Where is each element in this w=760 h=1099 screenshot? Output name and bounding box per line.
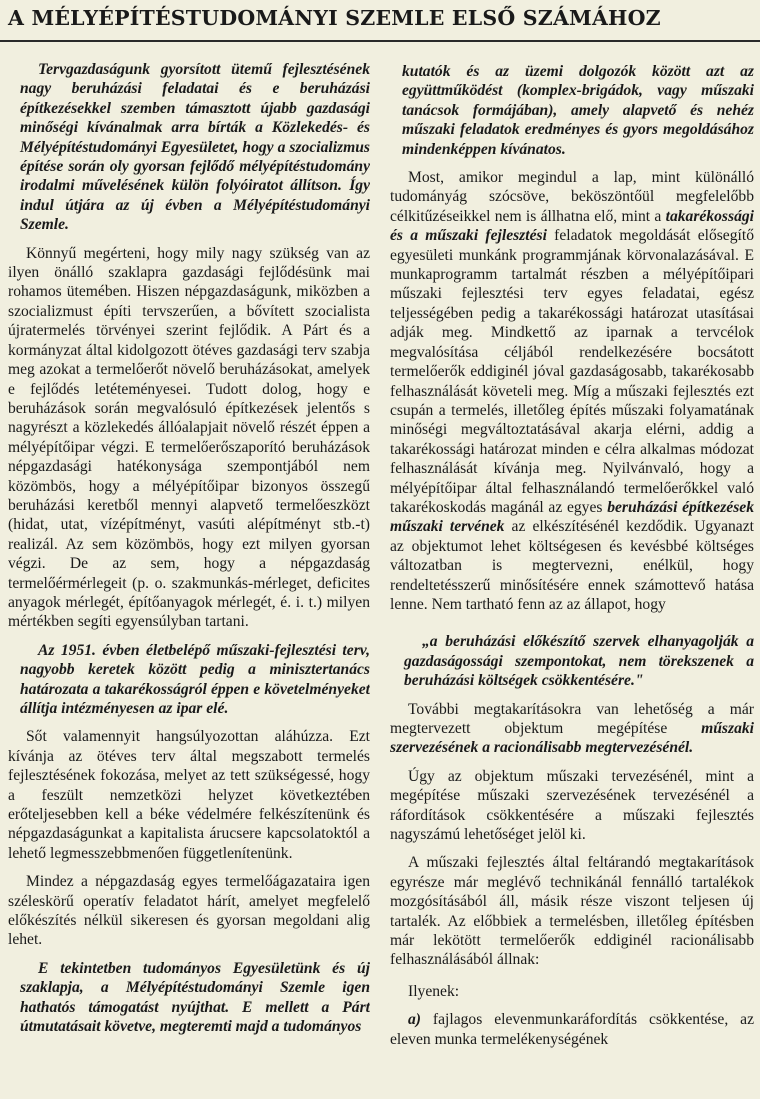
text-span: További megtakarításokra van lehetőség a már megtervezett objektum megépítése xyxy=(390,700,754,737)
body-paragraph xyxy=(390,700,754,758)
list-marker: a) xyxy=(408,1011,421,1029)
body-paragraph: A műszaki fejlesztés által feltárandó megtakarítások egyrésze már meglévő technikánál fennálló tartalékok mozgósításából áll, másik része viszont teljesen új tartalék. Az előbbiek a termelésben, illetőleg építésben már lekötött termelőerők eddiginél racionálisabb felhasználásából állnak: xyxy=(390,854,754,969)
left-column xyxy=(8,60,370,1097)
emphasis-span: műszaki szervezésének a racionálisabb megtervezésénél. xyxy=(390,720,754,757)
body-paragraph xyxy=(390,168,754,614)
emphasis-paragraph: kutatók és az üzemi dolgozók között azt az együttműködést (komplex-brigádok, vagy műszaki tanácsok formájában), amely alapvető és nehéz műszaki feladatok eredményes és gyors megoldásához mindenképpen kívánatos. xyxy=(402,63,754,158)
text-span: Most, amikor megindul a lap, mint különálló tudományág szócsöve, beköszöntőül megfelelőbb célkitűzéseikkel nem is állhatna elő, mint a xyxy=(390,169,754,225)
intro-paragraph: Tervgazdaságunk gyorsított ütemű fejlesztésének nagy beruházási feladatai és e beruházási építkezésekkel szemben támasztott újabb gazdasági minőségi kívánalmak arra bírták a Közlekedés- és Mélyépítéstudományi Egyesületet, hogy a szocializmus építése során oly gyorsan fejlődő mélyépítéstudomány irodalmi művelésének külön folyóiratot állítson. Így indul útjára az új évben a Mélyépítéstudományi Szemle. xyxy=(20,61,370,234)
text-span: az elkészítésénél kezdődik. Ugyanazt az objektumot lehet költségesen és kevésbbé költséges változatban is megtervezni, enélkül, hogy rendeltetésszerű minősítésére ennek számottevő hatása lenne. Nem tartható fenn az az állapot, hogy xyxy=(390,518,754,613)
title-rule xyxy=(0,40,760,42)
body-paragraph: Könnyű megérteni, hogy mily nagy szükség van az ilyen önálló szaklapra gazdasági fejlődésünk mai rohamos ütemében. Hiszen népgazdaságunk, miközben a szocializmust építi tervszerűen, a bővített szocialista újratermelés törvényei szerint fejlődik. A Párt és a kormányzat által kidolgozott ötéves gazdasági terv szabja meg azokat a termelőerőt növelő beruházásokat, amelyek e fejlődés letéteményesei. Tudott dolog, hogy e beruházások során megvalósuló építkezések jelentős s nagyrészt a közlekedés állóalapjait növelő részét éppen a mélyépítőipar végzi. E termelőerőszaporító beruházások népgazdasági hatékonysága szempontjából nem közömbös, hogy a mélyépítőipar bizonyos összegű beruházási keretből mennyi alapvető termelőeszközt (hidat, utat, vízépítményt, vasúti alépítményt stb.-t) realizál. Az sem közömbös, hogy ezt milyen gyorsan végzi. De az sem, hogy a népgazdaság termelőérmérlegeit (p. o. szakmunkás-mérleget, deficites anyagok mérlegét, építőanyagok mérlegét, é. i. t.) milyen mértékben segíti egyensúlyban tartani. xyxy=(8,244,370,631)
emphasis-span: beruházási építkezések műszaki tervének xyxy=(390,498,754,536)
emphasis-paragraph: Az 1951. évben életbelépő műszaki-fejlesztési terv, nagyobb keretek között pedig a minisztertanács határozata a takarékosságról éppen e követelményeket állítja intézményesen az ipar elé. xyxy=(20,641,370,717)
body-paragraph: Úgy az objektum műszaki tervezésénél, mint a megépítése műszaki szervezésének tervezésénél a ráfordítások csökkentésére a műszaki fejlesztés nagyszámú lehetőséget jelöl ki. xyxy=(390,767,754,844)
text-span: feladatok megoldását elősegítő egyesületi munkánk programmjának körvonalazásával. E munkaprogramm tartalmát részben a mélyépítőipari műszaki fejlesztési terv egyes feladatai, egész teljességében pedig a takarékossági határozat utasításai adják meg. Mindkettő az iparnak a tervcélok megvalósítása céljából rendelkezésére bocsátott termelőerők eddiginél jóval gazdaságosabb, takarékosabb felhasználását követeli meg. Míg a műszaki fejlesztés ezt csupán a termelés, illetőleg építés műszaki folyamatának minőségi megváltoztatásával akarja elérni, addig a takarékossági határozat minden e célra alkalmas módozat felhasználását kívánja meg. Nyilvánvaló, hogy a mélyépítőipar által felhasználandó termelőerőkkel való takarékoskodás magánál az egyes xyxy=(390,227,754,516)
list-item xyxy=(390,1010,754,1049)
text-span: fajlagos elevenmunkaráfordítás csökkentése, az eleven munka termelékenységének xyxy=(390,1011,754,1048)
body-paragraph: Mindez a népgazdaság egyes termelőágazataira igen széleskörű operatív feladatot hárít, amelyet megfelelő előkészítés nélkül sikeresen és gyorsan megoldani alig lehet. xyxy=(8,873,370,949)
list-intro: Ilyenek: xyxy=(408,982,460,1000)
quote-paragraph: „a beruházási előkészítő szervek elhanyagolják a gazdaságossági szempontokat, nem törekszenek a beruházási költségek csökkentésére." xyxy=(404,633,754,690)
emphasis-paragraph: E tekintetben tudományos Egyesületünk és új szaklapja, a Mélyépítéstudományi Szemle igen hathatós támogatást nyújthat. E mellett a Párt útmutatásait követve, megteremti majd a tudományos xyxy=(20,959,370,1036)
emphasis-span: takarékossági és a műszaki fejlesztési xyxy=(390,207,754,245)
column-divider xyxy=(380,62,381,1092)
right-column xyxy=(390,62,754,1099)
article-title: A MÉLYÉPÍTÉSTUDOMÁNYI SZEMLE ELSŐ SZÁMÁHOZ xyxy=(8,6,661,30)
body-paragraph: Sőt valamennyit hangsúlyozottan aláhúzza. Ezt kívánja az ötéves terv által megszabott termelés fejlesztésének fokozása, melyet az tett szükségessé, hogy a feszült nemzetközi helyzet következtében erőteljesebben kell a béke védelmére felkészítenünk és népgazdaságunkat a kapitalista árucsere kapcsolatoktól a lehető legmesszebbmenően függetlenítenünk. xyxy=(8,728,370,862)
